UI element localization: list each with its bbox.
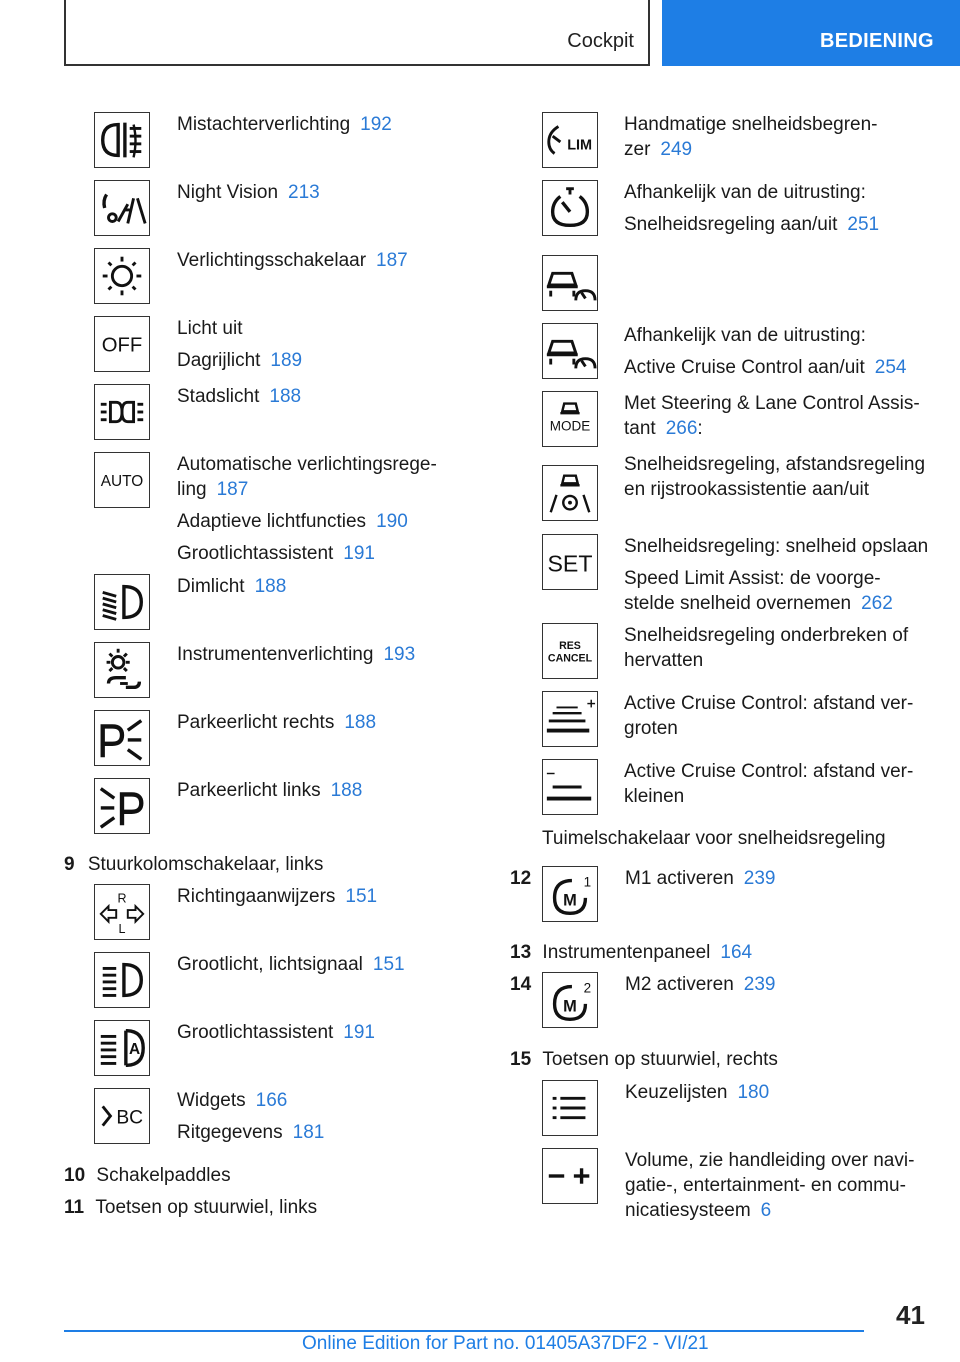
lane-assist-icon — [542, 465, 598, 521]
entry-text: Richtingaanwijzers 151 — [177, 886, 378, 907]
entry-text: Active Cruise Control: afstand ver- groten — [624, 693, 914, 739]
entry-text: Night Vision 213 — [177, 182, 320, 203]
entry-text: Parkeerlicht rechts 188 — [177, 712, 377, 733]
item-label: Schakelpaddles — [96, 1165, 231, 1186]
svg-text:L: L — [118, 922, 126, 937]
entry-text: M1 activeren 239 — [625, 868, 776, 889]
item-number: 10 — [64, 1165, 86, 1186]
entry-text: Handmatige snelheidsbegren- zer 249 — [624, 114, 878, 160]
header-chapter-box — [662, 0, 960, 66]
page-ref[interactable]: 166 — [255, 1090, 288, 1111]
svg-text:1: 1 — [583, 874, 592, 890]
entry-text: Stadslicht 188 — [177, 386, 302, 407]
distance-increase-icon — [542, 691, 598, 747]
entry-text: Verlichtingsschakelaar 187 — [177, 250, 408, 271]
turn-signal-icon — [94, 884, 150, 940]
entry-text: Afhankelijk van de uitrusting: Active Cruise Control aan/uit 254 — [624, 325, 907, 378]
m2-icon — [542, 972, 598, 1028]
svg-text:BC: BC — [116, 1107, 144, 1129]
page-ref[interactable]: 193 — [383, 644, 416, 665]
rocker-label: Tuimelschakelaar voor snelheidsregeling — [542, 828, 886, 849]
page-ref[interactable]: 188 — [269, 386, 302, 407]
page-ref[interactable]: 6 — [760, 1200, 772, 1221]
page-ref[interactable]: 151 — [345, 886, 378, 907]
page-ref[interactable]: 188 — [330, 780, 363, 801]
entry-text: Widgets 166 Ritgegevens 181 — [177, 1090, 325, 1143]
page-ref[interactable]: 188 — [254, 576, 287, 597]
page-ref[interactable]: 213 — [288, 182, 320, 203]
item-number: 9 — [64, 854, 75, 875]
high-beam-assistant-icon — [94, 1020, 150, 1076]
item-number: 11 — [64, 1197, 85, 1218]
distance-decrease-icon — [542, 759, 598, 815]
page-ref[interactable]: 187 — [376, 250, 408, 271]
item-15 — [510, 1047, 778, 1072]
svg-text:CANCEL: CANCEL — [547, 652, 593, 665]
svg-text:M: M — [563, 997, 577, 1016]
parking-light-left-icon — [94, 778, 150, 834]
item-12-number: 12 — [510, 868, 532, 889]
svg-text:M: M — [563, 891, 577, 910]
svg-text:SET: SET — [547, 550, 593, 577]
svg-text:AUTO: AUTO — [100, 472, 144, 490]
entry-text: Snelheidsregeling: snelheid opslaan Speed Limit Assist: de voorge- stelde snelheid overnemen 262 — [624, 536, 929, 614]
svg-text:2: 2 — [583, 980, 592, 996]
page-ref[interactable]: 188 — [344, 712, 377, 733]
page-ref[interactable]: 187 — [216, 479, 249, 500]
auto-icon — [94, 452, 150, 508]
item-11 — [64, 1195, 317, 1220]
item-label: Toetsen op stuurwiel, rechts — [542, 1049, 778, 1070]
item-number: 15 — [510, 1049, 532, 1070]
entry-text: Afhankelijk van de uitrusting: Snelheidsregeling aan/uit 251 — [624, 182, 880, 235]
entry-text: Volume, zie handleiding over navi- gatie-, entertainment- en commu- nicatiesysteem 6 — [625, 1150, 915, 1221]
entry-text: Grootlichtassistent 191 — [177, 1022, 375, 1043]
item-9 — [64, 852, 323, 877]
item-10 — [64, 1163, 231, 1188]
entry-text: Keuzelijsten 180 — [625, 1082, 770, 1103]
entry-text: Mistachterverlichting 192 — [177, 114, 392, 135]
m1-icon — [542, 866, 598, 922]
page-ref[interactable]: 262 — [861, 593, 893, 614]
page-ref[interactable]: 239 — [743, 868, 776, 889]
entry-text: Grootlicht, lichtsignaal 151 — [177, 954, 405, 975]
page-ref[interactable]: 266 — [665, 418, 698, 439]
light-switch-icon — [94, 248, 150, 304]
page-ref[interactable]: 192 — [360, 114, 392, 135]
item-label: Instrumentenpaneel — [542, 942, 711, 963]
item-label: Stuurkolomschakelaar, links — [87, 854, 324, 875]
cruise-control-icon — [542, 180, 598, 236]
svg-text:OFF: OFF — [101, 334, 143, 357]
svg-text:LIM: LIM — [567, 137, 593, 154]
bc-icon — [94, 1088, 150, 1144]
page-ref[interactable]: 189 — [270, 350, 303, 371]
page-ref[interactable]: 249 — [660, 139, 693, 160]
entry-text: Snelheidsregeling onderbreken of hervatten — [624, 625, 909, 671]
page-ref[interactable]: 254 — [874, 357, 907, 378]
entry-text: Active Cruise Control: afstand ver- kleinen — [624, 761, 914, 807]
entry-text: Met Steering & Lane Control Assis- tant 266: — [624, 393, 920, 439]
page-ref[interactable]: 180 — [737, 1082, 770, 1103]
page-ref[interactable]: 181 — [292, 1122, 325, 1143]
list-icon — [542, 1080, 598, 1136]
svg-text:R: R — [117, 891, 127, 906]
lim-icon — [542, 112, 598, 168]
acc-icon-a — [542, 255, 598, 311]
acc-icon-b — [542, 323, 598, 379]
entry-text: Parkeerlicht links 188 — [177, 780, 363, 801]
header-section: Cockpit — [567, 30, 634, 52]
high-beam-icon — [94, 952, 150, 1008]
off-icon — [94, 316, 150, 372]
page-ref[interactable]: 251 — [847, 214, 880, 235]
page-ref[interactable]: 191 — [343, 1022, 375, 1043]
instrument-lighting-icon — [94, 642, 150, 698]
res-cancel-icon — [542, 623, 598, 679]
footer-divider — [64, 1330, 864, 1332]
entry-text: M2 activeren 239 — [625, 974, 776, 995]
entry-text: Licht uit Dagrijlicht 189 — [177, 318, 303, 371]
svg-text:RES: RES — [559, 640, 581, 653]
low-beam-icon — [94, 574, 150, 630]
page-header — [0, 0, 960, 68]
rear-fog-light-icon — [94, 112, 150, 168]
page-ref[interactable]: 191 — [343, 543, 375, 564]
page-number: 41 — [896, 1300, 925, 1330]
item-14-number: 14 — [510, 974, 532, 995]
item-number: 13 — [510, 942, 532, 963]
header-section-box — [64, 0, 650, 66]
set-icon — [542, 534, 598, 590]
volume-icon — [542, 1148, 598, 1204]
page-ref[interactable]: 164 — [720, 942, 753, 963]
page-ref[interactable]: 151 — [372, 954, 405, 975]
footer-edition: Online Edition for Part no. 01405A37DF2 - VI/21 — [302, 1333, 709, 1354]
page-ref[interactable]: 190 — [376, 511, 408, 532]
svg-text:MODE: MODE — [549, 418, 591, 434]
page-ref[interactable]: 239 — [743, 974, 776, 995]
night-vision-icon — [94, 180, 150, 236]
entry-text: Dimlicht 188 — [177, 576, 287, 597]
header-chapter: BEDIENING — [820, 30, 934, 52]
item-13 — [510, 940, 752, 965]
svg-text:A: A — [128, 1040, 141, 1058]
entry-text: Instrumentenverlichting 193 — [177, 644, 416, 665]
mode-icon — [542, 391, 598, 447]
entry-text: Snelheidsregeling, afstandsregeling en rijstrookassistentie aan/uit — [624, 454, 926, 500]
item-label: Toetsen op stuurwiel, links — [95, 1197, 318, 1218]
parking-light-right-icon — [94, 710, 150, 766]
parking-light-icon — [94, 384, 150, 440]
entry-text: Automatische verlichtingsrege- ling 187 Adaptieve lichtfuncties 190 Grootlichtassistent 191 — [177, 454, 437, 564]
